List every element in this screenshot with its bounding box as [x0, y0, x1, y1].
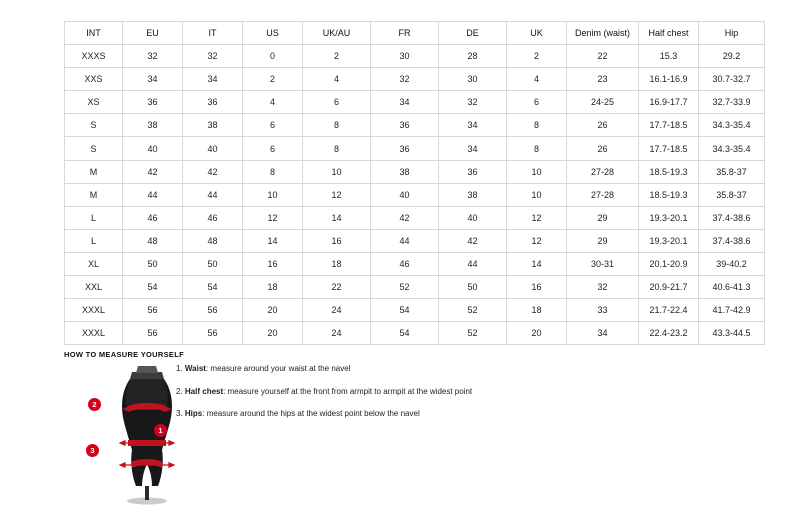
- cell: 4: [507, 68, 567, 91]
- cell: 34: [123, 68, 183, 91]
- cell: 16: [303, 229, 371, 252]
- cell: 30.7-32.7: [699, 68, 765, 91]
- column-header-half-chest: Half chest: [639, 22, 699, 45]
- cell: 18: [303, 252, 371, 275]
- column-header-de: DE: [439, 22, 507, 45]
- cell: 20.1-20.9: [639, 252, 699, 275]
- cell: M: [65, 160, 123, 183]
- cell: 8: [507, 114, 567, 137]
- cell: 19.3-20.1: [639, 206, 699, 229]
- cell: 20: [243, 299, 303, 322]
- cell: 42: [439, 229, 507, 252]
- cell: 44: [123, 183, 183, 206]
- cell: 2: [243, 68, 303, 91]
- step-number: 1.: [176, 364, 183, 373]
- cell: 18: [243, 276, 303, 299]
- cell: 46: [123, 206, 183, 229]
- table-row: [65, 276, 765, 299]
- cell: XXL: [65, 276, 123, 299]
- column-header-denim-waist: Denim (waist): [567, 22, 639, 45]
- cell: 15.3: [639, 45, 699, 68]
- cell: 29: [567, 229, 639, 252]
- cell: 26: [567, 137, 639, 160]
- cell: 20: [507, 322, 567, 345]
- cell: 44: [371, 229, 439, 252]
- table-row: [65, 137, 765, 160]
- cell: 41.7-42.9: [699, 299, 765, 322]
- measure-step-hips: [176, 409, 596, 419]
- cell: S: [65, 114, 123, 137]
- column-header-uk: UK: [507, 22, 567, 45]
- cell: 36: [183, 91, 243, 114]
- cell: 56: [123, 322, 183, 345]
- column-header-hip: Hip: [699, 22, 765, 45]
- cell: 14: [507, 252, 567, 275]
- cell: 30-31: [567, 252, 639, 275]
- cell: 17.7-18.5: [639, 114, 699, 137]
- step-term: Half chest: [184, 386, 224, 396]
- table-row: [65, 322, 765, 345]
- cell: 36: [371, 114, 439, 137]
- cell: 19.3-20.1: [639, 229, 699, 252]
- step-term: Waist: [184, 364, 206, 373]
- table-row: [65, 206, 765, 229]
- cell: 46: [183, 206, 243, 229]
- cell: 30: [371, 45, 439, 68]
- cell: 12: [243, 206, 303, 229]
- cell: 39-40.2: [699, 252, 765, 275]
- cell: 12: [303, 183, 371, 206]
- cell: 16: [243, 252, 303, 275]
- cell: 6: [243, 137, 303, 160]
- cell: 42: [183, 160, 243, 183]
- size-table-body: [65, 45, 765, 345]
- cell: 46: [371, 252, 439, 275]
- cell: 34.3-35.4: [699, 114, 765, 137]
- cell: 38: [183, 114, 243, 137]
- cell: 40.6-41.3: [699, 276, 765, 299]
- cell: 56: [183, 322, 243, 345]
- cell: 6: [243, 114, 303, 137]
- cell: 34: [439, 137, 507, 160]
- cell: 23: [567, 68, 639, 91]
- cell: 48: [123, 229, 183, 252]
- cell: XXXS: [65, 45, 123, 68]
- cell: 8: [507, 137, 567, 160]
- cell: 22: [303, 276, 371, 299]
- table-row: [65, 252, 765, 275]
- cell: 40: [123, 137, 183, 160]
- cell: 20: [243, 322, 303, 345]
- cell: 10: [243, 183, 303, 206]
- cell: 0: [243, 45, 303, 68]
- table-row: [65, 183, 765, 206]
- cell: 50: [183, 252, 243, 275]
- cell: 54: [123, 276, 183, 299]
- cell: 30: [439, 68, 507, 91]
- cell: 26: [567, 114, 639, 137]
- cell: 18.5-19.3: [639, 160, 699, 183]
- size-table-head: [65, 22, 765, 45]
- cell: 38: [439, 183, 507, 206]
- cell: 16.1-16.9: [639, 68, 699, 91]
- cell: L: [65, 206, 123, 229]
- table-row: [65, 45, 765, 68]
- size-table-container: [64, 21, 751, 345]
- cell: 6: [507, 91, 567, 114]
- cell: 56: [123, 299, 183, 322]
- cell: L: [65, 229, 123, 252]
- cell: 10: [507, 160, 567, 183]
- cell: 24: [303, 299, 371, 322]
- cell: 24: [303, 322, 371, 345]
- cell: 54: [371, 299, 439, 322]
- table-row: [65, 114, 765, 137]
- cell: 56: [183, 299, 243, 322]
- cell: 32: [439, 91, 507, 114]
- column-header-int: INT: [65, 22, 123, 45]
- cell: 12: [507, 229, 567, 252]
- table-header-row: [65, 22, 765, 45]
- cell: 43.3-44.5: [699, 322, 765, 345]
- cell: 38: [123, 114, 183, 137]
- cell: 50: [123, 252, 183, 275]
- cell: 52: [371, 276, 439, 299]
- cell: 35.8-37: [699, 160, 765, 183]
- cell: 24-25: [567, 91, 639, 114]
- cell: 40: [183, 137, 243, 160]
- column-header-fr: FR: [371, 22, 439, 45]
- cell: 12: [507, 206, 567, 229]
- size-table: [64, 21, 765, 345]
- step-text: : measure around your waist at the navel: [205, 364, 351, 373]
- cell: 16.9-17.7: [639, 91, 699, 114]
- cell: 37.4-38.6: [699, 229, 765, 252]
- cell: 32: [371, 68, 439, 91]
- cell: XXXL: [65, 322, 123, 345]
- cell: 38: [371, 160, 439, 183]
- cell: 42: [371, 206, 439, 229]
- cell: 4: [303, 68, 371, 91]
- table-row: [65, 229, 765, 252]
- column-header-uk-au: UK/AU: [303, 22, 371, 45]
- cell: 34: [567, 322, 639, 345]
- cell: 20.9-21.7: [639, 276, 699, 299]
- cell: 34.3-35.4: [699, 137, 765, 160]
- cell: 54: [371, 322, 439, 345]
- cell: 36: [371, 137, 439, 160]
- cell: 40: [439, 206, 507, 229]
- column-header-eu: EU: [123, 22, 183, 45]
- cell: 32: [123, 45, 183, 68]
- cell: 52: [439, 299, 507, 322]
- cell: 29: [567, 206, 639, 229]
- cell: 48: [183, 229, 243, 252]
- step-text: : measure yourself at the front from armpit to armpit at the widest point: [223, 386, 473, 396]
- cell: 50: [439, 276, 507, 299]
- cell: 35.8-37: [699, 183, 765, 206]
- measure-bullet-1: 1: [154, 424, 167, 437]
- cell: 10: [303, 160, 371, 183]
- cell: 16: [507, 276, 567, 299]
- cell: 32.7-33.9: [699, 91, 765, 114]
- step-number: 3.: [176, 409, 183, 419]
- cell: 34: [371, 91, 439, 114]
- cell: XXXL: [65, 299, 123, 322]
- cell: 27-28: [567, 160, 639, 183]
- table-row: [65, 68, 765, 91]
- cell: 22.4-23.2: [639, 322, 699, 345]
- cell: M: [65, 183, 123, 206]
- table-row: [65, 91, 765, 114]
- cell: 8: [243, 160, 303, 183]
- cell: 4: [243, 91, 303, 114]
- cell: 14: [243, 229, 303, 252]
- cell: 44: [439, 252, 507, 275]
- how-to-measure-title: HOW TO MEASURE YOURSELF: [64, 350, 184, 359]
- cell: XS: [65, 91, 123, 114]
- measure-bullet-2: 2: [88, 398, 101, 411]
- cell: 17.7-18.5: [639, 137, 699, 160]
- cell: 33: [567, 299, 639, 322]
- step-term: Hips: [184, 409, 203, 419]
- cell: 44: [183, 183, 243, 206]
- cell: 22: [567, 45, 639, 68]
- cell: 32: [183, 45, 243, 68]
- cell: S: [65, 137, 123, 160]
- measure-step-waist: [176, 364, 596, 374]
- cell: 2: [507, 45, 567, 68]
- cell: 2: [303, 45, 371, 68]
- cell: 18.5-19.3: [639, 183, 699, 206]
- cell: 32: [567, 276, 639, 299]
- table-row: [65, 299, 765, 322]
- cell: XL: [65, 252, 123, 275]
- step-number: 2.: [176, 386, 183, 396]
- cell: 36: [123, 91, 183, 114]
- step-text: : measure around the hips at the widest point below the navel: [202, 409, 420, 419]
- cell: 34: [439, 114, 507, 137]
- cell: 36: [439, 160, 507, 183]
- cell: 34: [183, 68, 243, 91]
- cell: 40: [371, 183, 439, 206]
- cell: 54: [183, 276, 243, 299]
- cell: 29.2: [699, 45, 765, 68]
- cell: 27-28: [567, 183, 639, 206]
- column-header-it: IT: [183, 22, 243, 45]
- measure-steps: [176, 364, 596, 432]
- cell: 8: [303, 114, 371, 137]
- table-row: [65, 160, 765, 183]
- cell: 6: [303, 91, 371, 114]
- cell: 37.4-38.6: [699, 206, 765, 229]
- cell: 28: [439, 45, 507, 68]
- cell: 21.7-22.4: [639, 299, 699, 322]
- cell: 18: [507, 299, 567, 322]
- column-header-us: US: [243, 22, 303, 45]
- cell: 8: [303, 137, 371, 160]
- cell: 42: [123, 160, 183, 183]
- cell: 10: [507, 183, 567, 206]
- cell: XXS: [65, 68, 123, 91]
- measure-step-half-chest: [176, 387, 596, 397]
- cell: 52: [439, 322, 507, 345]
- measure-bullet-3: 3: [86, 444, 99, 457]
- cell: 14: [303, 206, 371, 229]
